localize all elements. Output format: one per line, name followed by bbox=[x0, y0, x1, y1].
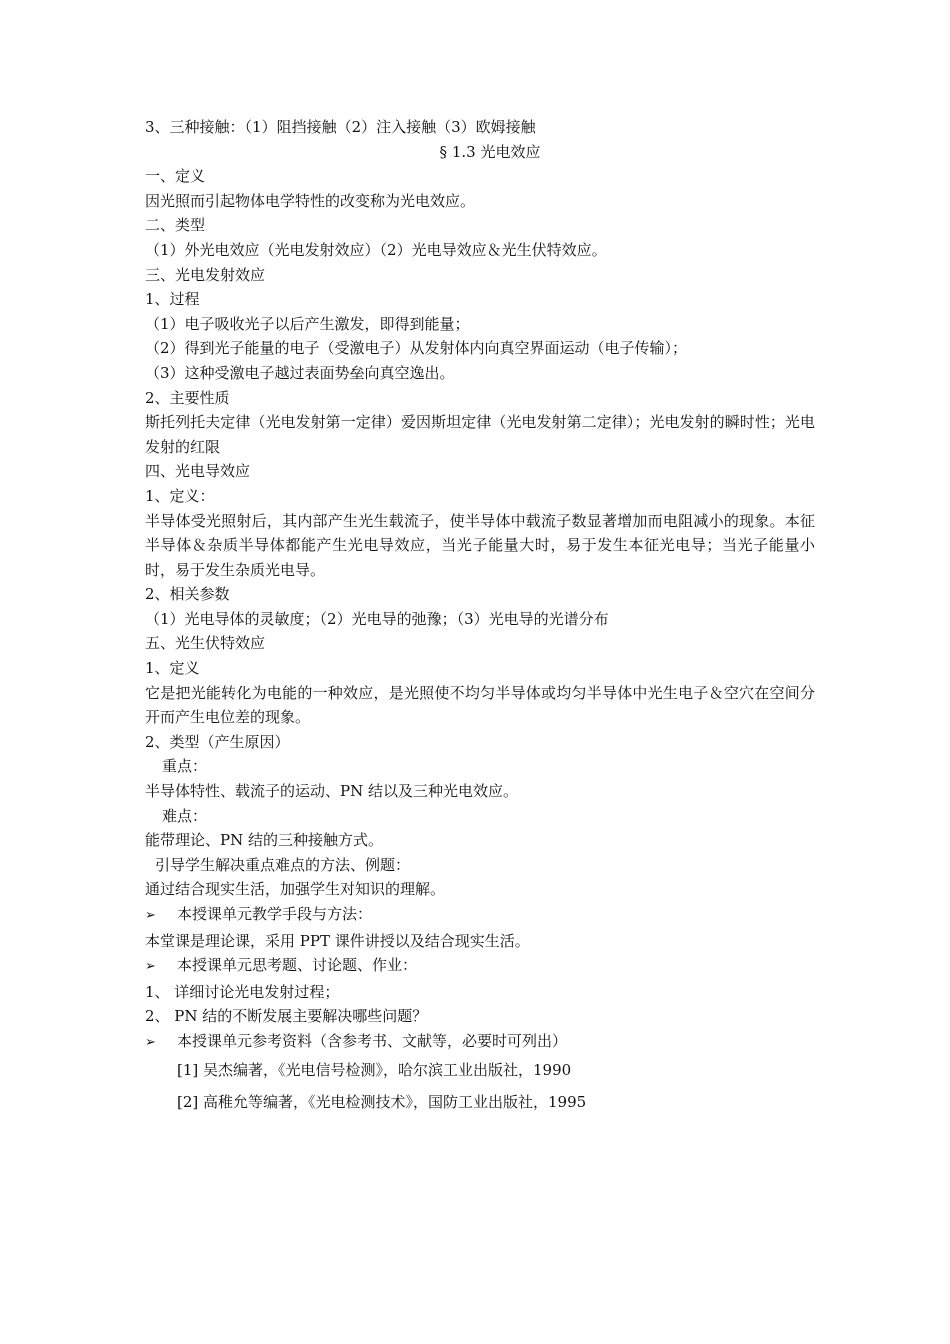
bullet-label: 本授课单元参考资料（含参考书、文献等，必要时可列出） bbox=[177, 1031, 568, 1050]
reference-item: [2] 高稚允等编著，《光电检测技术》，国防工业出版社，1995 bbox=[177, 1093, 587, 1112]
subheading-photovoltaic: 五、光生伏特效应 bbox=[145, 634, 266, 653]
bullet-arrow-icon: ➢ bbox=[145, 908, 156, 923]
bullet-arrow-icon: ➢ bbox=[145, 1034, 156, 1050]
process-step-3: （3）这种受激电子越过表面势垒向真空逸出。 bbox=[145, 363, 455, 382]
subheading-definition: 一、定义 bbox=[145, 167, 206, 186]
document-page bbox=[145, 115, 815, 1115]
bullet-arrow-icon: ➢ bbox=[145, 959, 156, 975]
definition-text: 因光照而引起物体电学特性的改变称为光电效应。 bbox=[145, 191, 476, 210]
process-step-1: （1）电子吸收光子以后产生激发，即得到能量； bbox=[145, 314, 470, 333]
pc-definition-text: 半导体受光照射后，其内部产生光生载流子，使半导体中载流子数显著增加而电阻减小的现象。本征半导体＆杂质半导体都能产生光电导效应，当光子能量大时，易于发生本征光电导；当光子能量小时，易于发生杂质光电导。 bbox=[145, 511, 815, 579]
pv-definition-text: 它是把光能转化为电能的一种效应，是光照使不均匀半导体或均匀半导体中光生电子＆空穴在空间分开而产生电位差的现象。 bbox=[145, 683, 815, 727]
homework-question-1: 1、 详细讨论光电发射过程； bbox=[145, 982, 340, 1001]
subheading-types: 二、类型 bbox=[145, 216, 206, 235]
process-heading: 1、过程 bbox=[145, 290, 200, 309]
bullet-label: 本授课单元教学手段与方法： bbox=[177, 905, 373, 923]
properties-text: 斯托列托夫定律（光电发射第一定律）爱因斯坦定律（光电发射第二定律）；光电发射的瞬时性；光电发射的红限 bbox=[145, 413, 815, 456]
bullet-teaching-methods bbox=[145, 902, 815, 929]
pc-parameters-text: （1）光电导体的灵敏度；（2）光电导的弛豫；（3）光电导的光谱分布 bbox=[145, 609, 609, 628]
pv-types-heading: 2、类型（产生原因） bbox=[145, 732, 290, 751]
guidance-text: 通过结合现实生活，加强学生对知识的理解。 bbox=[145, 880, 446, 899]
process-step-2: （2）得到光子能量的电子（受激电子）从发射体内向真空界面运动（电子传输）； bbox=[145, 339, 688, 358]
pc-parameters-heading: 2、相关参数 bbox=[145, 585, 230, 604]
difficulties-text: 能带理论、PN 结的三种接触方式。 bbox=[145, 831, 383, 850]
subheading-photoconductive: 四、光电导效应 bbox=[145, 462, 251, 481]
guidance-label: 引导学生解决重点难点的方法、例题： bbox=[155, 855, 411, 874]
difficulties-label: 难点： bbox=[162, 806, 208, 825]
bullet-label: 本授课单元思考题、讨论题、作业： bbox=[177, 956, 418, 975]
section-heading: § 1.3 光电效应 bbox=[439, 142, 541, 161]
pc-definition-heading: 1、定义： bbox=[145, 486, 215, 505]
types-text: （1）外光电效应（光电发射效应）（2）光电导效应＆光生伏特效应。 bbox=[145, 240, 607, 259]
reference-item: [1] 吴杰编著，《光电信号检测》，哈尔滨工业出版社，1990 bbox=[177, 1060, 572, 1079]
teaching-methods-text: 本堂课是理论课，采用 PPT 课件讲授以及结合现实生活。 bbox=[145, 931, 530, 950]
key-points-label: 重点： bbox=[162, 757, 208, 776]
homework-question-2: 2、 PN 结的不断发展主要解决哪些问题？ bbox=[145, 1007, 428, 1026]
properties-heading: 2、主要性质 bbox=[145, 388, 230, 407]
bullet-references bbox=[145, 1029, 815, 1056]
key-points-text: 半导体特性、载流子的运动、PN 结以及三种光电效应。 bbox=[145, 782, 518, 801]
bullet-homework bbox=[145, 953, 815, 980]
contact-types-line: 3、三种接触：（1）阻挡接触（2）注入接触（3）欧姆接触 bbox=[145, 118, 536, 136]
subheading-photoemission: 三、光电发射效应 bbox=[145, 265, 266, 284]
pv-definition-heading: 1、定义 bbox=[145, 659, 200, 678]
